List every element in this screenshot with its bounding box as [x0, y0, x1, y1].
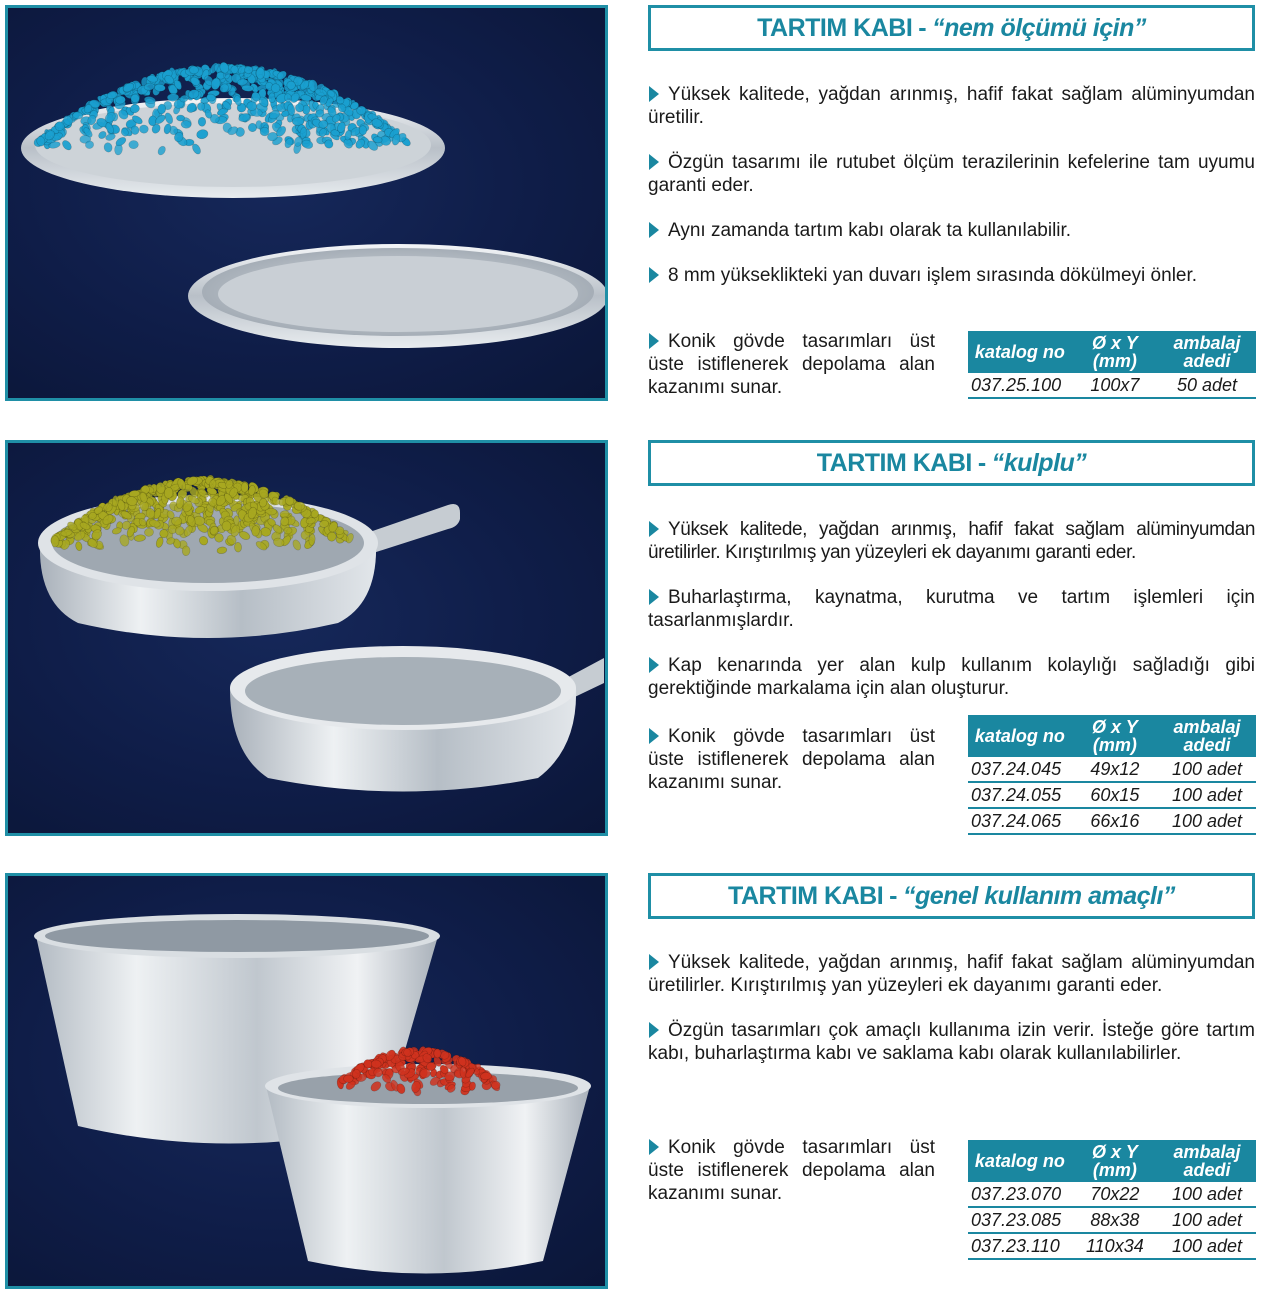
- chevron-right-icon: [649, 521, 659, 537]
- table-row: [968, 782, 1256, 808]
- feature-text: Yüksek kalitede, yağdan arınmış, hafif fakat sağlam alüminyumdan üretilir.: [648, 84, 1255, 128]
- section-title: [648, 440, 1255, 486]
- col-header-catalog: katalog no: [968, 715, 1072, 757]
- granule: [294, 501, 305, 510]
- catalog-no: 037.23.085: [968, 1207, 1072, 1233]
- section-title: [648, 5, 1255, 51]
- col-header-catalog: katalog no: [968, 1140, 1072, 1182]
- chevron-right-icon: [649, 333, 659, 349]
- feature-item: [648, 1019, 1255, 1065]
- dimensions: 110x34: [1072, 1233, 1158, 1259]
- title-subtitle: “nem ölçümü için”: [932, 13, 1146, 42]
- dimensions: 60x15: [1072, 782, 1158, 808]
- stacking-feature: [648, 330, 935, 399]
- granule: [283, 527, 292, 534]
- col-header-dimensions: Ø x Y (mm): [1072, 1140, 1158, 1182]
- granule: [231, 65, 239, 73]
- catalog-no: 037.24.045: [968, 757, 1072, 782]
- product-photo-general-dish: [5, 873, 608, 1289]
- col-header-package: ambalaj adedi: [1158, 715, 1256, 757]
- feature-text: Konik gövde tasarımları üst üste istiflenerek depolama alan kazanımı sunar.: [648, 726, 935, 793]
- dimensions: 66x16: [1072, 808, 1158, 834]
- feature-text: Aynı zamanda tartım kabı olarak ta kullanılabilir.: [668, 220, 1072, 241]
- package-qty: 100 adet: [1158, 1182, 1256, 1207]
- chevron-right-icon: [649, 657, 659, 673]
- granule: [434, 1049, 441, 1058]
- title-dash: -: [977, 448, 986, 477]
- feature-item: [648, 654, 1255, 700]
- spec-table: [968, 1140, 1256, 1260]
- feature-text: Kap kenarında yer alan kulp kullanım kolaylığı sağladığı gibi gerektiğinde markalama için alan oluşturur.: [648, 655, 1255, 699]
- feature-text: Yüksek kalitede, yağdan arınmış, hafif fakat sağlam alüminyumdan üretilirler. Kırıştırılmış yan yüzeyleri ek dayanımı garanti eder.: [648, 952, 1255, 996]
- chevron-right-icon: [649, 728, 659, 744]
- chevron-right-icon: [649, 154, 659, 170]
- granule: [139, 125, 148, 134]
- catalog-no: 037.24.055: [968, 782, 1072, 808]
- package-qty: 100 adet: [1158, 1207, 1256, 1233]
- feature-item: [648, 151, 1255, 197]
- title-main: TARTIM KABI: [757, 13, 913, 42]
- granule: [234, 542, 242, 552]
- spec-table: [968, 715, 1256, 835]
- feature-text: Yüksek kalitede, yağdan arınmış, hafif fakat sağlam alüminyumdan üretilirler. Kırıştırılmış yan yüzeyleri ek dayanımı garanti eder.: [648, 519, 1255, 563]
- granule: [343, 1075, 353, 1083]
- package-qty: 100 adet: [1158, 757, 1256, 782]
- product-photo-handled-dish: [5, 440, 608, 836]
- feature-item: [648, 264, 1255, 287]
- granule: [256, 67, 265, 79]
- general-dish-illustration: [8, 876, 605, 1286]
- section-title: [648, 873, 1255, 919]
- package-qty: 100 adet: [1158, 782, 1256, 808]
- granule: [241, 482, 249, 492]
- chevron-right-icon: [649, 1139, 659, 1155]
- product-section-moisture: [0, 5, 1261, 405]
- feature-item: [648, 83, 1255, 129]
- granule: [172, 517, 182, 525]
- stacking-feature: [648, 1136, 935, 1205]
- granule: [256, 121, 262, 129]
- granule: [373, 136, 382, 143]
- stacking-feature: [648, 725, 935, 794]
- moisture-dish-illustration: [8, 8, 605, 398]
- feature-item: [648, 518, 1255, 564]
- chevron-right-icon: [649, 86, 659, 102]
- table-row: [968, 1182, 1256, 1207]
- feature-text: Özgün tasarımı ile rutubet ölçüm terazilerinin kefelerine tam uyumu garanti eder.: [648, 152, 1255, 196]
- product-section-general: [0, 873, 1261, 1273]
- product-section-handled: [0, 440, 1261, 840]
- chevron-right-icon: [649, 222, 659, 238]
- catalog-no: 037.23.110: [968, 1233, 1072, 1259]
- catalog-no: 037.23.070: [968, 1182, 1072, 1207]
- col-header-dimensions: Ø x Y (mm): [1072, 331, 1158, 373]
- feature-list: [648, 951, 1255, 1087]
- granule: [190, 66, 199, 74]
- title-dash: -: [918, 13, 927, 42]
- package-qty: 100 adet: [1158, 808, 1256, 834]
- table-row: [968, 808, 1256, 834]
- feature-item: [648, 951, 1255, 997]
- table-row: [968, 373, 1256, 398]
- title-subtitle: “genel kullanım amaçlı”: [903, 881, 1175, 910]
- chevron-right-icon: [649, 954, 659, 970]
- feature-list: [648, 83, 1255, 309]
- table-row: [968, 1233, 1256, 1259]
- handled-dish-illustration: [8, 443, 605, 833]
- granule: [176, 115, 184, 121]
- feature-text: Özgün tasarımları çok amaçlı kullanıma izin verir. İsteğe göre tartım kabı, buharlaştırma kabı ve saklama kabı olarak kullanılabilirler.: [648, 1020, 1255, 1064]
- granule: [260, 127, 269, 136]
- dimensions: 88x38: [1072, 1207, 1158, 1233]
- feature-text: Buharlaştırma, kaynatma, kurutma ve tartım işlemleri için tasarlanmışlardır.: [648, 587, 1255, 631]
- title-main: TARTIM KABI: [728, 881, 884, 910]
- chevron-right-icon: [649, 1022, 659, 1038]
- catalog-no: 037.25.100: [968, 373, 1072, 398]
- title-subtitle: “kulplu”: [991, 448, 1087, 477]
- feature-item: [648, 219, 1255, 242]
- feature-text: Konik gövde tasarımları üst üste istiflenerek depolama alan kazanımı sunar.: [648, 331, 935, 398]
- dimensions: 100x7: [1072, 373, 1158, 398]
- col-header-catalog: katalog no: [968, 331, 1072, 373]
- feature-text: Konik gövde tasarımları üst üste istiflenerek depolama alan kazanımı sunar.: [648, 1137, 935, 1204]
- title-dash: -: [889, 881, 897, 910]
- feature-item: [648, 586, 1255, 632]
- title-main: TARTIM KABI: [816, 448, 972, 477]
- granule: [51, 536, 59, 547]
- granule: [480, 1072, 492, 1080]
- col-header-dimensions: Ø x Y (mm): [1072, 715, 1158, 757]
- granule: [222, 521, 231, 531]
- col-header-package: ambalaj adedi: [1158, 331, 1256, 373]
- catalog-no: 037.24.065: [968, 808, 1072, 834]
- granule: [198, 117, 206, 126]
- dimensions: 70x22: [1072, 1182, 1158, 1207]
- dimensions: 49x12: [1072, 757, 1158, 782]
- granule: [359, 126, 367, 135]
- cup-body-small: [266, 1086, 590, 1274]
- spec-table: [968, 331, 1256, 399]
- col-header-package: ambalaj adedi: [1158, 1140, 1256, 1182]
- chevron-right-icon: [649, 589, 659, 605]
- product-photo-moisture-dish: [5, 5, 608, 401]
- chevron-right-icon: [649, 267, 659, 283]
- package-qty: 50 adet: [1158, 373, 1256, 398]
- table-row: [968, 1207, 1256, 1233]
- package-qty: 100 adet: [1158, 1233, 1256, 1259]
- feature-text: 8 mm yükseklikteki yan duvarı işlem sırasında dökülmeyi önler.: [668, 265, 1198, 286]
- feature-list: [648, 518, 1255, 722]
- granule: [292, 117, 304, 125]
- table-row: [968, 757, 1256, 782]
